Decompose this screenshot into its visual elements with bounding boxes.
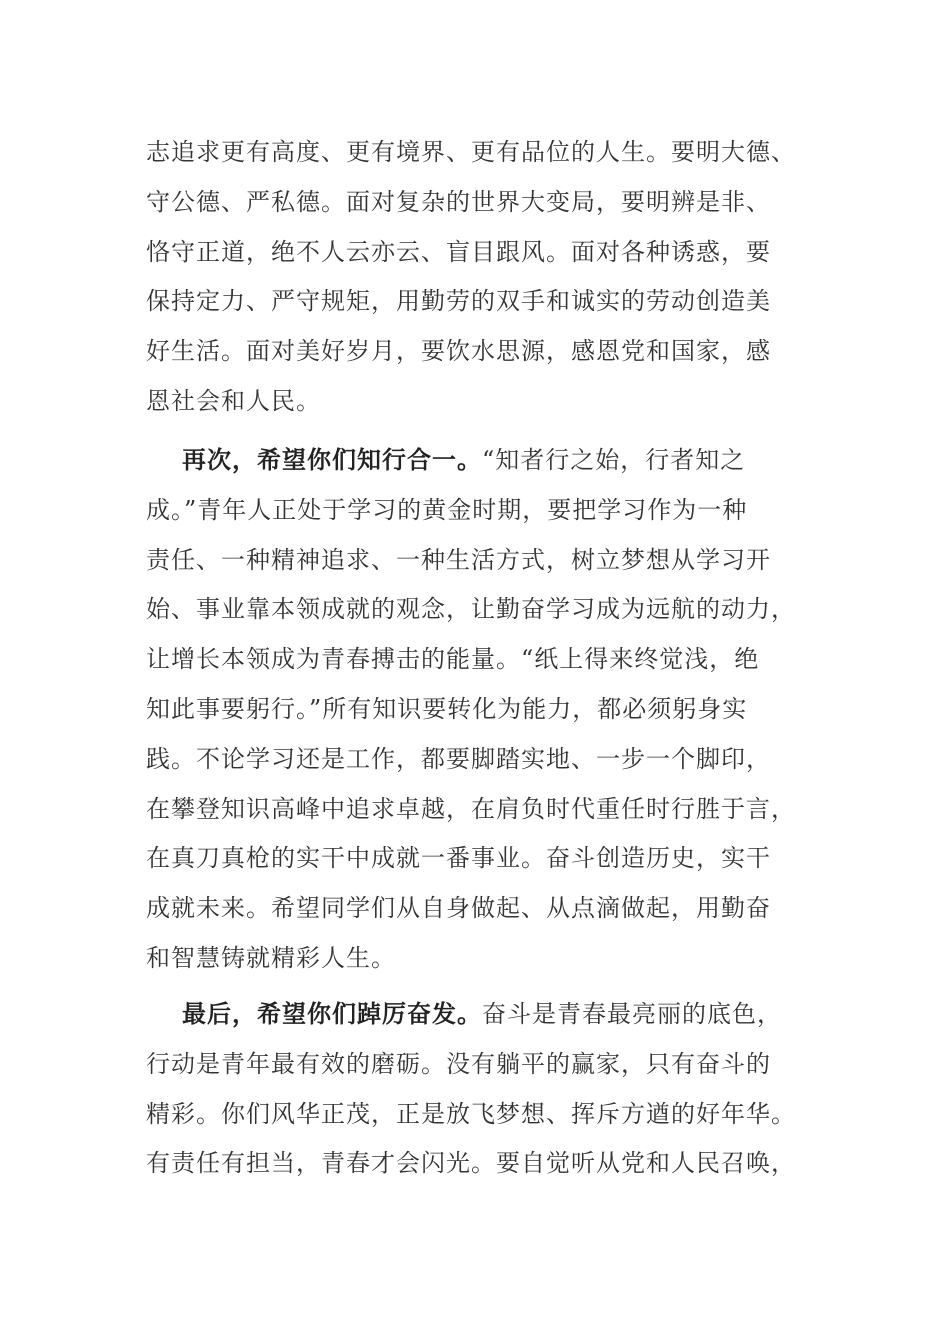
text-line: 和智慧铸就精彩人生。 [146, 943, 396, 972]
paragraph-lead-heading: 再次，希望你们知行合一。 [182, 446, 482, 474]
text-line: 志追求更有高度、更有境界、更有品位的人生。要明大德、 [146, 138, 796, 166]
paragraph-first-line [146, 436, 816, 486]
text-line: 责任、一种精神追求、一种生活方式，树立梦想从学习开 [146, 545, 771, 574]
text-line: 行动是青年最有效的磨砺。没有躺平的赢家，只有奋斗的 [146, 1049, 771, 1078]
paragraph-strive [146, 990, 816, 1189]
paragraph-character [146, 128, 816, 427]
paragraph-lead-heading: 最后，希望你们踔厉奋发。 [182, 1000, 482, 1028]
text-line: 好生活。面对美好岁月，要饮水思源，感恩党和国家，感 [146, 337, 771, 366]
text-line: 有责任有担当，青春才会闪光。要自觉听从党和人民召唤， [146, 1149, 796, 1178]
text-line: 知此事要躬行。”所有知识要转化为能力，都必须躬身实 [146, 694, 748, 723]
text-line: 在攀登知识高峰中追求卓越，在肩负时代重任时行胜于言， [146, 794, 796, 823]
text-line: 恩社会和人民。 [146, 386, 321, 415]
text-line: 践。不论学习还是工作，都要脚踏实地、一步一个脚印， [146, 744, 771, 773]
text-line: 精彩。你们风华正茂，正是放飞梦想、挥斥方遒的好年华。 [146, 1099, 796, 1128]
paragraph-knowledge-action [146, 436, 816, 984]
text-line: 守公德、严私德。面对复杂的世界大变局，要明辨是非、 [146, 187, 771, 216]
text-line: 恪守正道，绝不人云亦云、盲目跟风。面对各种诱惑，要 [146, 237, 771, 266]
text-line: 在真刀真枪的实干中成就一番事业。奋斗创造历史，实干 [146, 844, 771, 873]
text-line: 让增长本领成为青春搏击的能量。“纸上得来终觉浅，绝 [146, 645, 760, 674]
text-span: “知者行之始，行者知之 [482, 446, 746, 474]
text-span: 奋斗是青春最亮丽的底色， [482, 1000, 782, 1028]
paragraph-first-line [146, 990, 816, 1040]
text-line: 成就未来。希望同学们从自身做起、从点滴做起，用勤奋 [146, 894, 771, 923]
text-line: 保持定力、严守规矩，用勤劳的双手和诚实的劳动创造美 [146, 287, 771, 316]
text-line: 始、事业靠本领成就的观念，让勤奋学习成为远航的动力， [146, 595, 796, 624]
text-line: 成。”青年人正处于学习的黄金时期，要把学习作为一种 [146, 495, 748, 524]
